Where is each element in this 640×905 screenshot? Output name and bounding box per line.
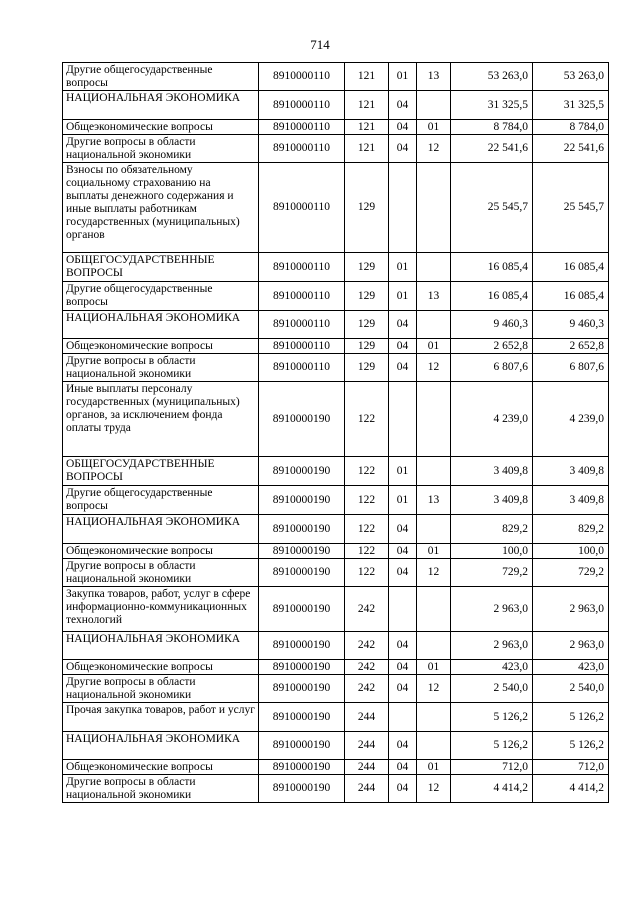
row-amount-1: 2 540,0 bbox=[451, 675, 533, 703]
row-section: 04 bbox=[389, 760, 417, 775]
row-amount-1: 2 963,0 bbox=[451, 632, 533, 660]
row-amount-1: 5 126,2 bbox=[451, 732, 533, 760]
row-csr-code: 8910000110 bbox=[259, 63, 345, 91]
row-name: Другие общегосударственные вопросы bbox=[63, 486, 259, 515]
row-csr-code: 8910000190 bbox=[259, 544, 345, 559]
row-amount-1: 423,0 bbox=[451, 660, 533, 675]
row-csr-code: 8910000190 bbox=[259, 760, 345, 775]
row-section: 04 bbox=[389, 135, 417, 163]
row-amount-2: 4 239,0 bbox=[533, 382, 609, 457]
table-row bbox=[63, 457, 609, 486]
row-csr-code: 8910000110 bbox=[259, 163, 345, 253]
budget-table bbox=[62, 62, 609, 803]
row-csr-code: 8910000110 bbox=[259, 91, 345, 120]
row-amount-1: 9 460,3 bbox=[451, 311, 533, 339]
row-amount-1: 4 239,0 bbox=[451, 382, 533, 457]
table-row bbox=[63, 253, 609, 282]
row-subsection bbox=[417, 457, 451, 486]
row-name: Другие вопросы в области национальной экономики bbox=[63, 354, 259, 382]
row-expense-type: 129 bbox=[345, 282, 389, 311]
row-section: 04 bbox=[389, 675, 417, 703]
row-amount-1: 22 541,6 bbox=[451, 135, 533, 163]
row-amount-1: 4 414,2 bbox=[451, 775, 533, 803]
row-amount-1: 8 784,0 bbox=[451, 120, 533, 135]
row-csr-code: 8910000110 bbox=[259, 253, 345, 282]
row-section: 04 bbox=[389, 775, 417, 803]
row-csr-code: 8910000190 bbox=[259, 559, 345, 587]
row-subsection: 12 bbox=[417, 559, 451, 587]
row-subsection bbox=[417, 515, 451, 544]
row-name: Другие общегосударственные вопросы bbox=[63, 63, 259, 91]
row-amount-2: 4 414,2 bbox=[533, 775, 609, 803]
row-expense-type: 122 bbox=[345, 515, 389, 544]
row-amount-2: 2 963,0 bbox=[533, 632, 609, 660]
table-row bbox=[63, 486, 609, 515]
row-amount-2: 829,2 bbox=[533, 515, 609, 544]
row-csr-code: 8910000110 bbox=[259, 354, 345, 382]
row-section: 04 bbox=[389, 91, 417, 120]
row-amount-1: 3 409,8 bbox=[451, 457, 533, 486]
row-subsection bbox=[417, 732, 451, 760]
row-csr-code: 8910000110 bbox=[259, 339, 345, 354]
row-section: 01 bbox=[389, 486, 417, 515]
page-number: 714 bbox=[310, 37, 330, 52]
row-amount-1: 712,0 bbox=[451, 760, 533, 775]
row-expense-type: 122 bbox=[345, 457, 389, 486]
row-expense-type: 242 bbox=[345, 675, 389, 703]
table-row bbox=[63, 339, 609, 354]
row-expense-type: 122 bbox=[345, 382, 389, 457]
row-section bbox=[389, 382, 417, 457]
row-csr-code: 8910000190 bbox=[259, 457, 345, 486]
table-row bbox=[63, 775, 609, 803]
row-amount-2: 712,0 bbox=[533, 760, 609, 775]
row-csr-code: 8910000190 bbox=[259, 675, 345, 703]
row-amount-1: 6 807,6 bbox=[451, 354, 533, 382]
row-subsection: 13 bbox=[417, 486, 451, 515]
row-section: 04 bbox=[389, 354, 417, 382]
row-amount-2: 16 085,4 bbox=[533, 253, 609, 282]
row-expense-type: 121 bbox=[345, 120, 389, 135]
row-section bbox=[389, 163, 417, 253]
table-row bbox=[63, 675, 609, 703]
row-expense-type: 244 bbox=[345, 775, 389, 803]
row-amount-2: 2 652,8 bbox=[533, 339, 609, 354]
row-expense-type: 122 bbox=[345, 544, 389, 559]
row-csr-code: 8910000110 bbox=[259, 135, 345, 163]
row-expense-type: 121 bbox=[345, 135, 389, 163]
row-section: 04 bbox=[389, 311, 417, 339]
row-section: 01 bbox=[389, 282, 417, 311]
row-name: Общеэкономические вопросы bbox=[63, 660, 259, 675]
row-section: 01 bbox=[389, 253, 417, 282]
row-amount-2: 9 460,3 bbox=[533, 311, 609, 339]
table-row bbox=[63, 544, 609, 559]
row-amount-1: 16 085,4 bbox=[451, 282, 533, 311]
row-amount-2: 6 807,6 bbox=[533, 354, 609, 382]
row-subsection: 01 bbox=[417, 760, 451, 775]
table-row bbox=[63, 91, 609, 120]
row-amount-1: 5 126,2 bbox=[451, 703, 533, 732]
row-expense-type: 242 bbox=[345, 587, 389, 632]
row-name: Взносы по обязательному социальному страхованию на выплаты денежного содержания и иные выплаты работникам государственных (муниципальных) органов bbox=[63, 163, 259, 253]
row-section bbox=[389, 703, 417, 732]
row-expense-type: 129 bbox=[345, 163, 389, 253]
row-subsection: 12 bbox=[417, 775, 451, 803]
row-amount-2: 2 963,0 bbox=[533, 587, 609, 632]
row-expense-type: 122 bbox=[345, 486, 389, 515]
row-name: НАЦИОНАЛЬНАЯ ЭКОНОМИКА bbox=[63, 632, 259, 660]
row-amount-1: 100,0 bbox=[451, 544, 533, 559]
row-amount-2: 53 263,0 bbox=[533, 63, 609, 91]
row-subsection bbox=[417, 587, 451, 632]
row-name: Общеэкономические вопросы bbox=[63, 760, 259, 775]
table-row bbox=[63, 587, 609, 632]
row-csr-code: 8910000190 bbox=[259, 382, 345, 457]
row-section bbox=[389, 587, 417, 632]
row-csr-code: 8910000110 bbox=[259, 311, 345, 339]
row-csr-code: 8910000110 bbox=[259, 120, 345, 135]
table-row bbox=[63, 703, 609, 732]
row-name: НАЦИОНАЛЬНАЯ ЭКОНОМИКА bbox=[63, 515, 259, 544]
row-section: 01 bbox=[389, 457, 417, 486]
row-expense-type: 129 bbox=[345, 253, 389, 282]
table-row bbox=[63, 63, 609, 91]
row-name: ОБЩЕГОСУДАРСТВЕННЫЕ ВОПРОСЫ bbox=[63, 253, 259, 282]
row-csr-code: 8910000110 bbox=[259, 282, 345, 311]
row-name: НАЦИОНАЛЬНАЯ ЭКОНОМИКА bbox=[63, 311, 259, 339]
table-row bbox=[63, 354, 609, 382]
budget-table-body bbox=[63, 63, 609, 803]
table-row bbox=[63, 760, 609, 775]
row-csr-code: 8910000190 bbox=[259, 703, 345, 732]
row-amount-2: 3 409,8 bbox=[533, 486, 609, 515]
row-expense-type: 242 bbox=[345, 632, 389, 660]
row-subsection bbox=[417, 382, 451, 457]
row-subsection: 01 bbox=[417, 660, 451, 675]
row-section: 04 bbox=[389, 544, 417, 559]
row-amount-1: 2 963,0 bbox=[451, 587, 533, 632]
row-amount-2: 5 126,2 bbox=[533, 703, 609, 732]
row-section: 04 bbox=[389, 120, 417, 135]
row-amount-2: 2 540,0 bbox=[533, 675, 609, 703]
row-amount-2: 16 085,4 bbox=[533, 282, 609, 311]
row-amount-1: 31 325,5 bbox=[451, 91, 533, 120]
row-amount-2: 3 409,8 bbox=[533, 457, 609, 486]
row-amount-2: 100,0 bbox=[533, 544, 609, 559]
row-amount-2: 22 541,6 bbox=[533, 135, 609, 163]
row-subsection: 12 bbox=[417, 354, 451, 382]
row-expense-type: 122 bbox=[345, 559, 389, 587]
row-section: 04 bbox=[389, 632, 417, 660]
row-section: 04 bbox=[389, 732, 417, 760]
row-csr-code: 8910000190 bbox=[259, 515, 345, 544]
row-amount-1: 829,2 bbox=[451, 515, 533, 544]
row-name: ОБЩЕГОСУДАРСТВЕННЫЕ ВОПРОСЫ bbox=[63, 457, 259, 486]
row-name: Иные выплаты персоналу государственных (муниципальных) органов, за исключением фонда оплаты труда bbox=[63, 382, 259, 457]
row-amount-2: 31 325,5 bbox=[533, 91, 609, 120]
row-amount-1: 53 263,0 bbox=[451, 63, 533, 91]
row-expense-type: 121 bbox=[345, 91, 389, 120]
row-subsection bbox=[417, 311, 451, 339]
row-name: Другие общегосударственные вопросы bbox=[63, 282, 259, 311]
table-row bbox=[63, 282, 609, 311]
row-section: 04 bbox=[389, 660, 417, 675]
row-subsection bbox=[417, 632, 451, 660]
row-csr-code: 8910000190 bbox=[259, 587, 345, 632]
row-csr-code: 8910000190 bbox=[259, 632, 345, 660]
row-name: Закупка товаров, работ, услуг в сфере информационно-коммуникационных технологий bbox=[63, 587, 259, 632]
row-name: Общеэкономические вопросы bbox=[63, 339, 259, 354]
row-subsection: 13 bbox=[417, 63, 451, 91]
row-name: Прочая закупка товаров, работ и услуг bbox=[63, 703, 259, 732]
row-expense-type: 242 bbox=[345, 660, 389, 675]
row-subsection bbox=[417, 253, 451, 282]
row-subsection bbox=[417, 91, 451, 120]
row-name: Другие вопросы в области национальной экономики bbox=[63, 559, 259, 587]
row-expense-type: 244 bbox=[345, 732, 389, 760]
row-csr-code: 8910000190 bbox=[259, 775, 345, 803]
row-name: Другие вопросы в области национальной экономики bbox=[63, 135, 259, 163]
row-amount-2: 8 784,0 bbox=[533, 120, 609, 135]
row-section: 04 bbox=[389, 515, 417, 544]
row-amount-1: 3 409,8 bbox=[451, 486, 533, 515]
row-section: 04 bbox=[389, 559, 417, 587]
row-section: 01 bbox=[389, 63, 417, 91]
row-name: Общеэкономические вопросы bbox=[63, 544, 259, 559]
table-row bbox=[63, 163, 609, 253]
row-expense-type: 244 bbox=[345, 703, 389, 732]
row-name: Другие вопросы в области национальной экономики bbox=[63, 775, 259, 803]
table-row bbox=[63, 559, 609, 587]
table-row bbox=[63, 660, 609, 675]
row-amount-2: 423,0 bbox=[533, 660, 609, 675]
row-expense-type: 129 bbox=[345, 354, 389, 382]
row-section: 04 bbox=[389, 339, 417, 354]
table-row bbox=[63, 732, 609, 760]
row-expense-type: 244 bbox=[345, 760, 389, 775]
row-subsection: 01 bbox=[417, 339, 451, 354]
row-subsection: 12 bbox=[417, 675, 451, 703]
table-row bbox=[63, 382, 609, 457]
row-csr-code: 8910000190 bbox=[259, 486, 345, 515]
row-subsection: 13 bbox=[417, 282, 451, 311]
row-amount-1: 729,2 bbox=[451, 559, 533, 587]
row-subsection bbox=[417, 703, 451, 732]
row-name: Общеэкономические вопросы bbox=[63, 120, 259, 135]
row-amount-2: 5 126,2 bbox=[533, 732, 609, 760]
row-name: Другие вопросы в области национальной экономики bbox=[63, 675, 259, 703]
row-csr-code: 8910000190 bbox=[259, 732, 345, 760]
row-csr-code: 8910000190 bbox=[259, 660, 345, 675]
row-amount-1: 16 085,4 bbox=[451, 253, 533, 282]
table-row bbox=[63, 515, 609, 544]
row-expense-type: 129 bbox=[345, 339, 389, 354]
row-amount-2: 25 545,7 bbox=[533, 163, 609, 253]
row-amount-1: 2 652,8 bbox=[451, 339, 533, 354]
row-expense-type: 129 bbox=[345, 311, 389, 339]
row-amount-1: 25 545,7 bbox=[451, 163, 533, 253]
table-row bbox=[63, 632, 609, 660]
table-row bbox=[63, 311, 609, 339]
row-amount-2: 729,2 bbox=[533, 559, 609, 587]
row-name: НАЦИОНАЛЬНАЯ ЭКОНОМИКА bbox=[63, 732, 259, 760]
row-expense-type: 121 bbox=[345, 63, 389, 91]
row-subsection: 12 bbox=[417, 135, 451, 163]
table-row bbox=[63, 120, 609, 135]
row-name: НАЦИОНАЛЬНАЯ ЭКОНОМИКА bbox=[63, 91, 259, 120]
row-subsection: 01 bbox=[417, 544, 451, 559]
row-subsection bbox=[417, 163, 451, 253]
row-subsection: 01 bbox=[417, 120, 451, 135]
table-row bbox=[63, 135, 609, 163]
